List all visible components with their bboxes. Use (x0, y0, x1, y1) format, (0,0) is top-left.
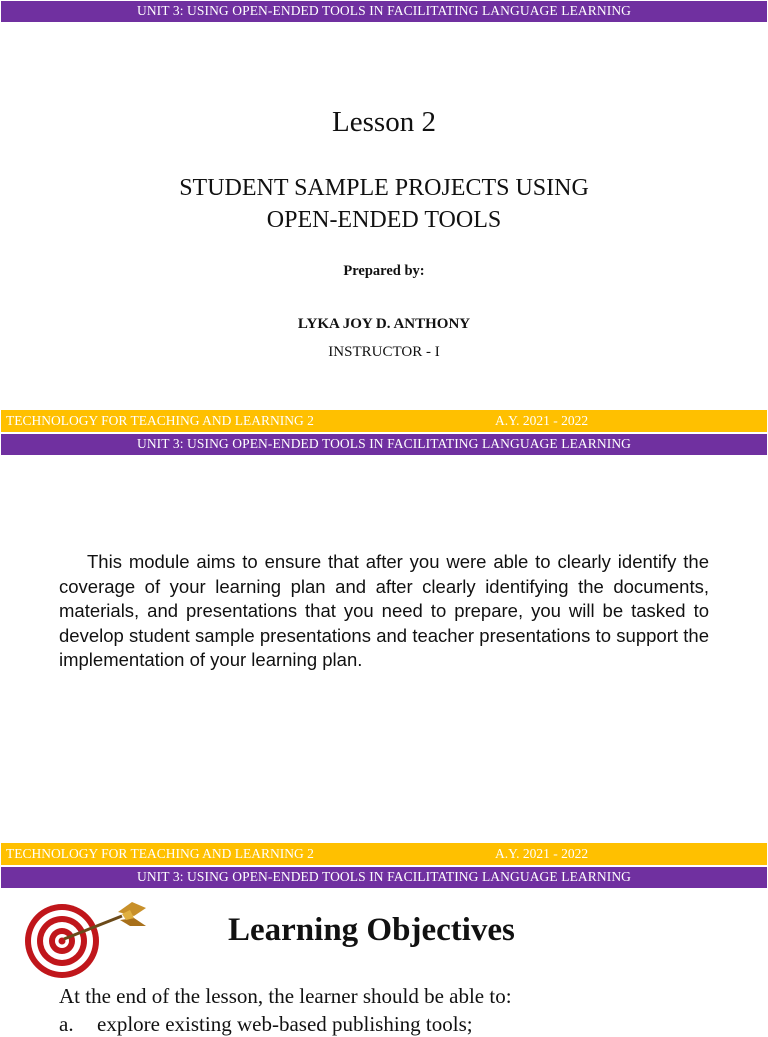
prepared-by-label: Prepared by: (343, 263, 425, 279)
course-footer (1, 410, 767, 432)
objective-item (59, 1011, 473, 1037)
module-description: This module aims to ensure that after you were able to clearly identify the coverage of your learning plan and after clearly identifying the documents, materials, and presentations that you need to prepare, you will be tasked to develop student sample presentations and teacher presentations to support the implementation of your learning plan. (59, 551, 709, 670)
lesson-number: Lesson 2 (332, 106, 436, 138)
lesson-title-line-1: STUDENT SAMPLE PROJECTS USING (179, 175, 589, 201)
lesson-title-line-2: OPEN-ENDED TOOLS (266, 207, 502, 233)
author-role: INSTRUCTOR - I (328, 344, 440, 360)
author-name: LYKA JOY D. ANTHONY (297, 316, 471, 332)
objectives-intro: At the end of the lesson, the learner should be able to: (59, 984, 512, 1008)
unit-banner: UNIT 3: USING OPEN-ENDED TOOLS IN FACILITATING LANGUAGE LEARNING (1, 1, 767, 22)
footer-academic-year: A.Y. 2021 - 2022 (495, 413, 589, 428)
footer-academic-year: A.Y. 2021 - 2022 (495, 846, 589, 861)
learning-objectives-heading: Learning Objectives (228, 912, 515, 948)
lesson-title (0, 172, 768, 236)
unit-banner: UNIT 3: USING OPEN-ENDED TOOLS IN FACILITATING LANGUAGE LEARNING (1, 867, 767, 888)
course-footer (1, 843, 767, 865)
target-dart-icon (22, 898, 152, 980)
objective-text: explore existing web-based publishing tools; (97, 1012, 473, 1036)
footer-course-name: TECHNOLOGY FOR TEACHING AND LEARNING 2 (6, 413, 314, 428)
unit-banner: UNIT 3: USING OPEN-ENDED TOOLS IN FACILITATING LANGUAGE LEARNING (1, 434, 767, 455)
objective-letter: a. (59, 1012, 74, 1036)
footer-course-name: TECHNOLOGY FOR TEACHING AND LEARNING 2 (6, 846, 314, 861)
